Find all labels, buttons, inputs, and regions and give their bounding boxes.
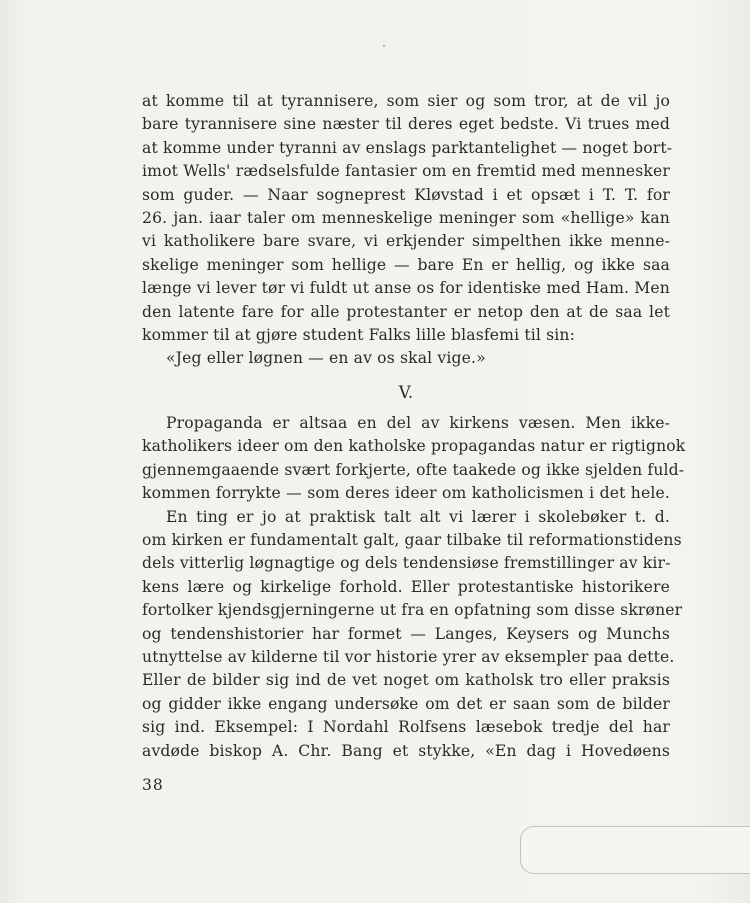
page-number: 38 [142,776,164,794]
text-line: gjennemgaaende svært forkjerte, ofte taakede og ikke sjelden fuld- [142,460,685,479]
scan-corner-mark [520,826,750,874]
paper-speck [383,45,385,47]
text-line: Eller de bilder sig ind de vet noget om katholsk tro eller praksis [142,671,670,690]
text-line: dels vitterlig løgnagtige og dels tendensiøse fremstillinger av kir- [142,554,671,573]
text-line: at komme under tyranni av enslags parktantelighet — noget bort- [142,138,673,157]
text-line: at komme til at tyrannisere, som sier og som tror, at de vil jo [142,92,670,110]
text-line: 26. jan. iaar taler om menneskelige meninger som «hellige» kan [142,208,670,227]
paragraph-1 [142,90,673,371]
quote-line: «Jeg eller løgnen — en av os skal vige.» [166,349,486,368]
text-line: fortolker kjendsgjerningerne ut fra en opfatning som disse skrøner [142,601,683,620]
text-line: vi katholikere bare svare, vi erkjender simpelthen ikke menne- [142,232,670,251]
text-line: Propaganda er altsaa en del av kirkens væsen. Men ikke- [166,414,670,433]
text-line: skelige meninger som hellige — bare En er hellig, og ikke saa [142,255,670,274]
text-line: kens lære og kirkelige forhold. Eller protestantiske historikere [142,577,670,596]
text-line: utnyttelse av kilderne til vor historie yrer av eksempler paa dette. [142,647,675,666]
text-line: avdøde biskop A. Chr. Bang et stykke, «En dag i Hovedøens [142,741,670,760]
text-line: kommen forrykte — som deres ideer om katholicismen i det hele. [142,484,670,503]
paragraph-2 [142,412,686,506]
body-text [142,90,686,763]
text-line: den latente fare for alle protestanter er netop den at de saa let [142,302,670,321]
text-line: katholikers ideer om den katholske propagandas natur er rigtignok [142,437,686,456]
text-line: som guder. — Naar sogneprest Kløvstad i et opsæt i T. T. for [142,185,670,204]
section-heading: V. [398,382,414,402]
text-line: sig ind. Eksempel: I Nordahl Rolfsens læsebok tredje del har [142,718,670,737]
text-line: kommer til at gjøre student Falks lille blasfemi til sin: [142,325,576,344]
text-line: En ting er jo at praktisk talt alt vi lærer i skolebøker t. d. [166,507,670,526]
text-line: længe vi lever tør vi fuldt ut anse os for identiske med Ham. Men [142,279,670,298]
text-line: bare tyrannisere sine næster til deres eget bedste. Vi trues med [142,115,670,134]
text-line: og gidder ikke engang undersøke om det er saan som de bilder [142,694,670,713]
text-line: imot Wells' rædselsfulde fantasier om en fremtid med mennesker [142,162,670,181]
text-line: om kirken er fundamentalt galt, gaar tilbake til reformationstidens [142,531,682,550]
paragraph-3 [142,506,683,763]
text-line: og tendenshistorier har formet — Langes, Keysers og Munchs [142,624,670,643]
